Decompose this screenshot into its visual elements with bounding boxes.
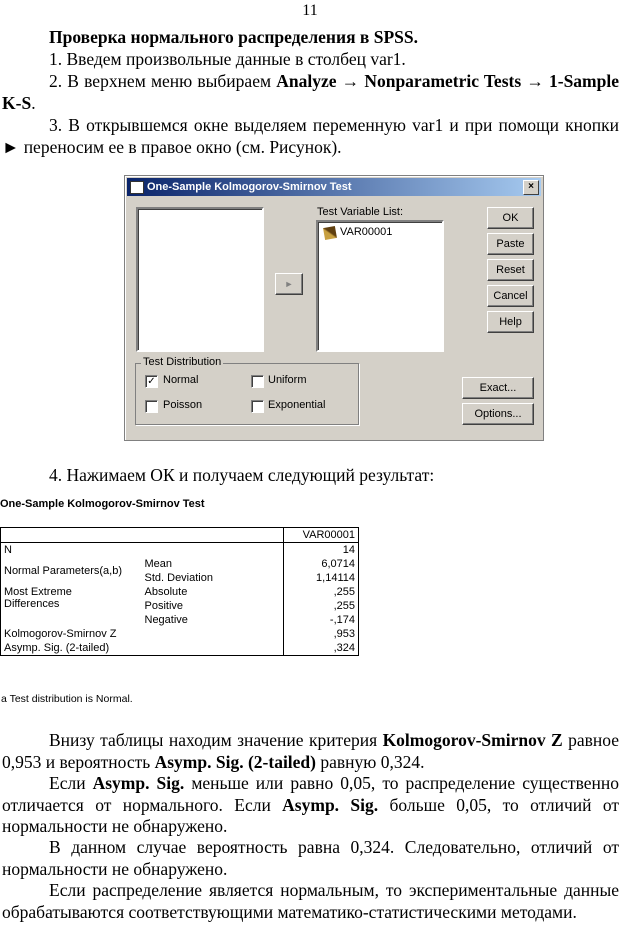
normal-label: Normal — [163, 374, 199, 386]
step-2-post: . — [31, 92, 36, 113]
poisson-label: Poisson — [163, 399, 203, 411]
dialog-titlebar — [127, 178, 541, 196]
value-positive: ,255 — [284, 599, 359, 613]
test-variable-list[interactable] — [316, 220, 444, 352]
help-button[interactable]: Help — [487, 311, 534, 333]
exponential-checkbox[interactable] — [251, 400, 264, 413]
value-asymp-sig: ,324 — [284, 641, 359, 656]
ks-test-dialog — [124, 175, 544, 441]
value-ks-z: ,953 — [284, 627, 359, 641]
step-3: 3. В открывшемся окне выделяем переменную var1 и при помощи кнопки ► переносим ее в правое окно (см. Рисунок). — [2, 115, 619, 157]
row-label-asymp-sig: Asymp. Sig. (2-tailed) — [1, 641, 284, 656]
conclusion-paragraph-1 — [2, 730, 619, 773]
row-label-normal-params: Normal Parameters(a,b) — [1, 557, 142, 585]
c2-d: Asymp. Sig. — [282, 794, 379, 815]
value-absolute: ,255 — [284, 585, 359, 599]
row-label-ks-z: Kolmogorov-Smirnov Z — [1, 627, 284, 641]
c1-d: Asymp. Sig. (2-tailed) — [154, 751, 316, 772]
c1-c: равное 0,953 и вероятность — [2, 730, 619, 772]
table-row — [1, 585, 359, 599]
close-button[interactable]: × — [523, 180, 539, 195]
normal-checkbox[interactable] — [145, 375, 158, 388]
row-label-n: N — [1, 543, 284, 558]
row-label-mean: Mean — [144, 558, 173, 570]
heading-text: Проверка нормального распределения в SPSS. — [49, 27, 419, 47]
table-row — [1, 641, 359, 656]
conclusion-paragraph-3: В данном случае вероятность равна 0,324. Следовательно, отличий от нормальности не обнаружено. — [2, 837, 619, 879]
ok-button[interactable]: OK — [487, 207, 534, 229]
value-n: 14 — [284, 543, 359, 558]
table-header-row — [1, 528, 359, 543]
section-heading — [2, 27, 619, 49]
conclusion-paragraph-4: Если распределение является нормальным, то экспериментальные данные обрабатываются соответствующими математико-статистическими методами. — [2, 880, 619, 922]
arrow-right-icon: ► — [284, 279, 294, 289]
row-label-negative: Negative — [144, 614, 188, 626]
row-label-absolute: Absolute — [144, 586, 188, 598]
c2-a: Если — [49, 773, 93, 793]
c1-e: равную 0,324. — [316, 751, 425, 772]
variable-item[interactable]: VAR00001 — [340, 226, 393, 238]
row-label-most-extreme — [1, 585, 142, 627]
step-4: 4. Нажимаем ОК и получаем следующий результат: — [49, 465, 435, 485]
test-variable-list-label: Test Variable List: — [317, 206, 404, 218]
table-row — [1, 627, 359, 641]
dialog-title: One-Sample Kolmogorov-Smirnov Test — [147, 181, 352, 193]
c1-a: Внизу таблицы находим значение критерия — [49, 730, 383, 750]
c2-b: Asymp. Sig. — [92, 773, 185, 793]
table-footnote: a Test distribution is Normal. — [1, 693, 133, 705]
checkmark-icon: ✓ — [147, 376, 156, 387]
page-number: 11 — [302, 2, 318, 19]
app-icon — [130, 181, 144, 194]
value-sd: 1,14114 — [284, 571, 359, 585]
most-extreme-line-2: Differences — [4, 598, 60, 610]
c2-e: больше 0,05, то отличий от нормальности не обнаружено. — [2, 794, 619, 836]
exponential-label: Exponential — [268, 399, 326, 411]
value-mean: 6,0714 — [284, 557, 359, 571]
table-row — [1, 543, 359, 558]
c2-c: меньше или равно 0,05, то распределение существенно отличается от нормального. Если — [2, 773, 619, 815]
uniform-label: Uniform — [268, 374, 307, 386]
value-negative: -,174 — [284, 613, 359, 627]
step-2-menu-path: Analyze → Nonparametric Tests → 1-Sample K-S — [2, 71, 619, 113]
conclusion-paragraph-2 — [2, 773, 619, 838]
step-2 — [2, 71, 619, 114]
most-extreme-line-1: Most Extreme — [4, 586, 72, 598]
step-2-pre: 2. В верхнем меню выбираем — [49, 71, 277, 91]
row-label-positive: Positive — [144, 600, 184, 612]
step-1: 1. Введем произвольные данные в столбец var1. — [49, 49, 406, 69]
poisson-checkbox[interactable] — [145, 400, 158, 413]
uniform-checkbox[interactable] — [251, 375, 264, 388]
paste-button[interactable]: Paste — [487, 233, 534, 255]
output-title: One-Sample Kolmogorov-Smirnov Test — [0, 498, 205, 510]
cancel-button[interactable]: Cancel — [487, 285, 534, 307]
move-variable-button[interactable] — [275, 273, 303, 295]
test-distribution-group — [135, 363, 359, 425]
options-button[interactable]: Options... — [462, 403, 534, 425]
scale-variable-icon — [323, 226, 337, 240]
exact-button[interactable]: Exact... — [462, 377, 534, 399]
source-variable-list[interactable] — [136, 207, 264, 352]
column-header: VAR00001 — [284, 528, 359, 543]
reset-button[interactable]: Reset — [487, 259, 534, 281]
test-distribution-title: Test Distribution — [143, 356, 222, 368]
table-row — [1, 557, 359, 571]
row-label-sd: Std. Deviation — [144, 572, 213, 584]
c1-b: Kolmogorov-Smirnov Z — [382, 730, 563, 750]
output-table — [0, 527, 359, 656]
